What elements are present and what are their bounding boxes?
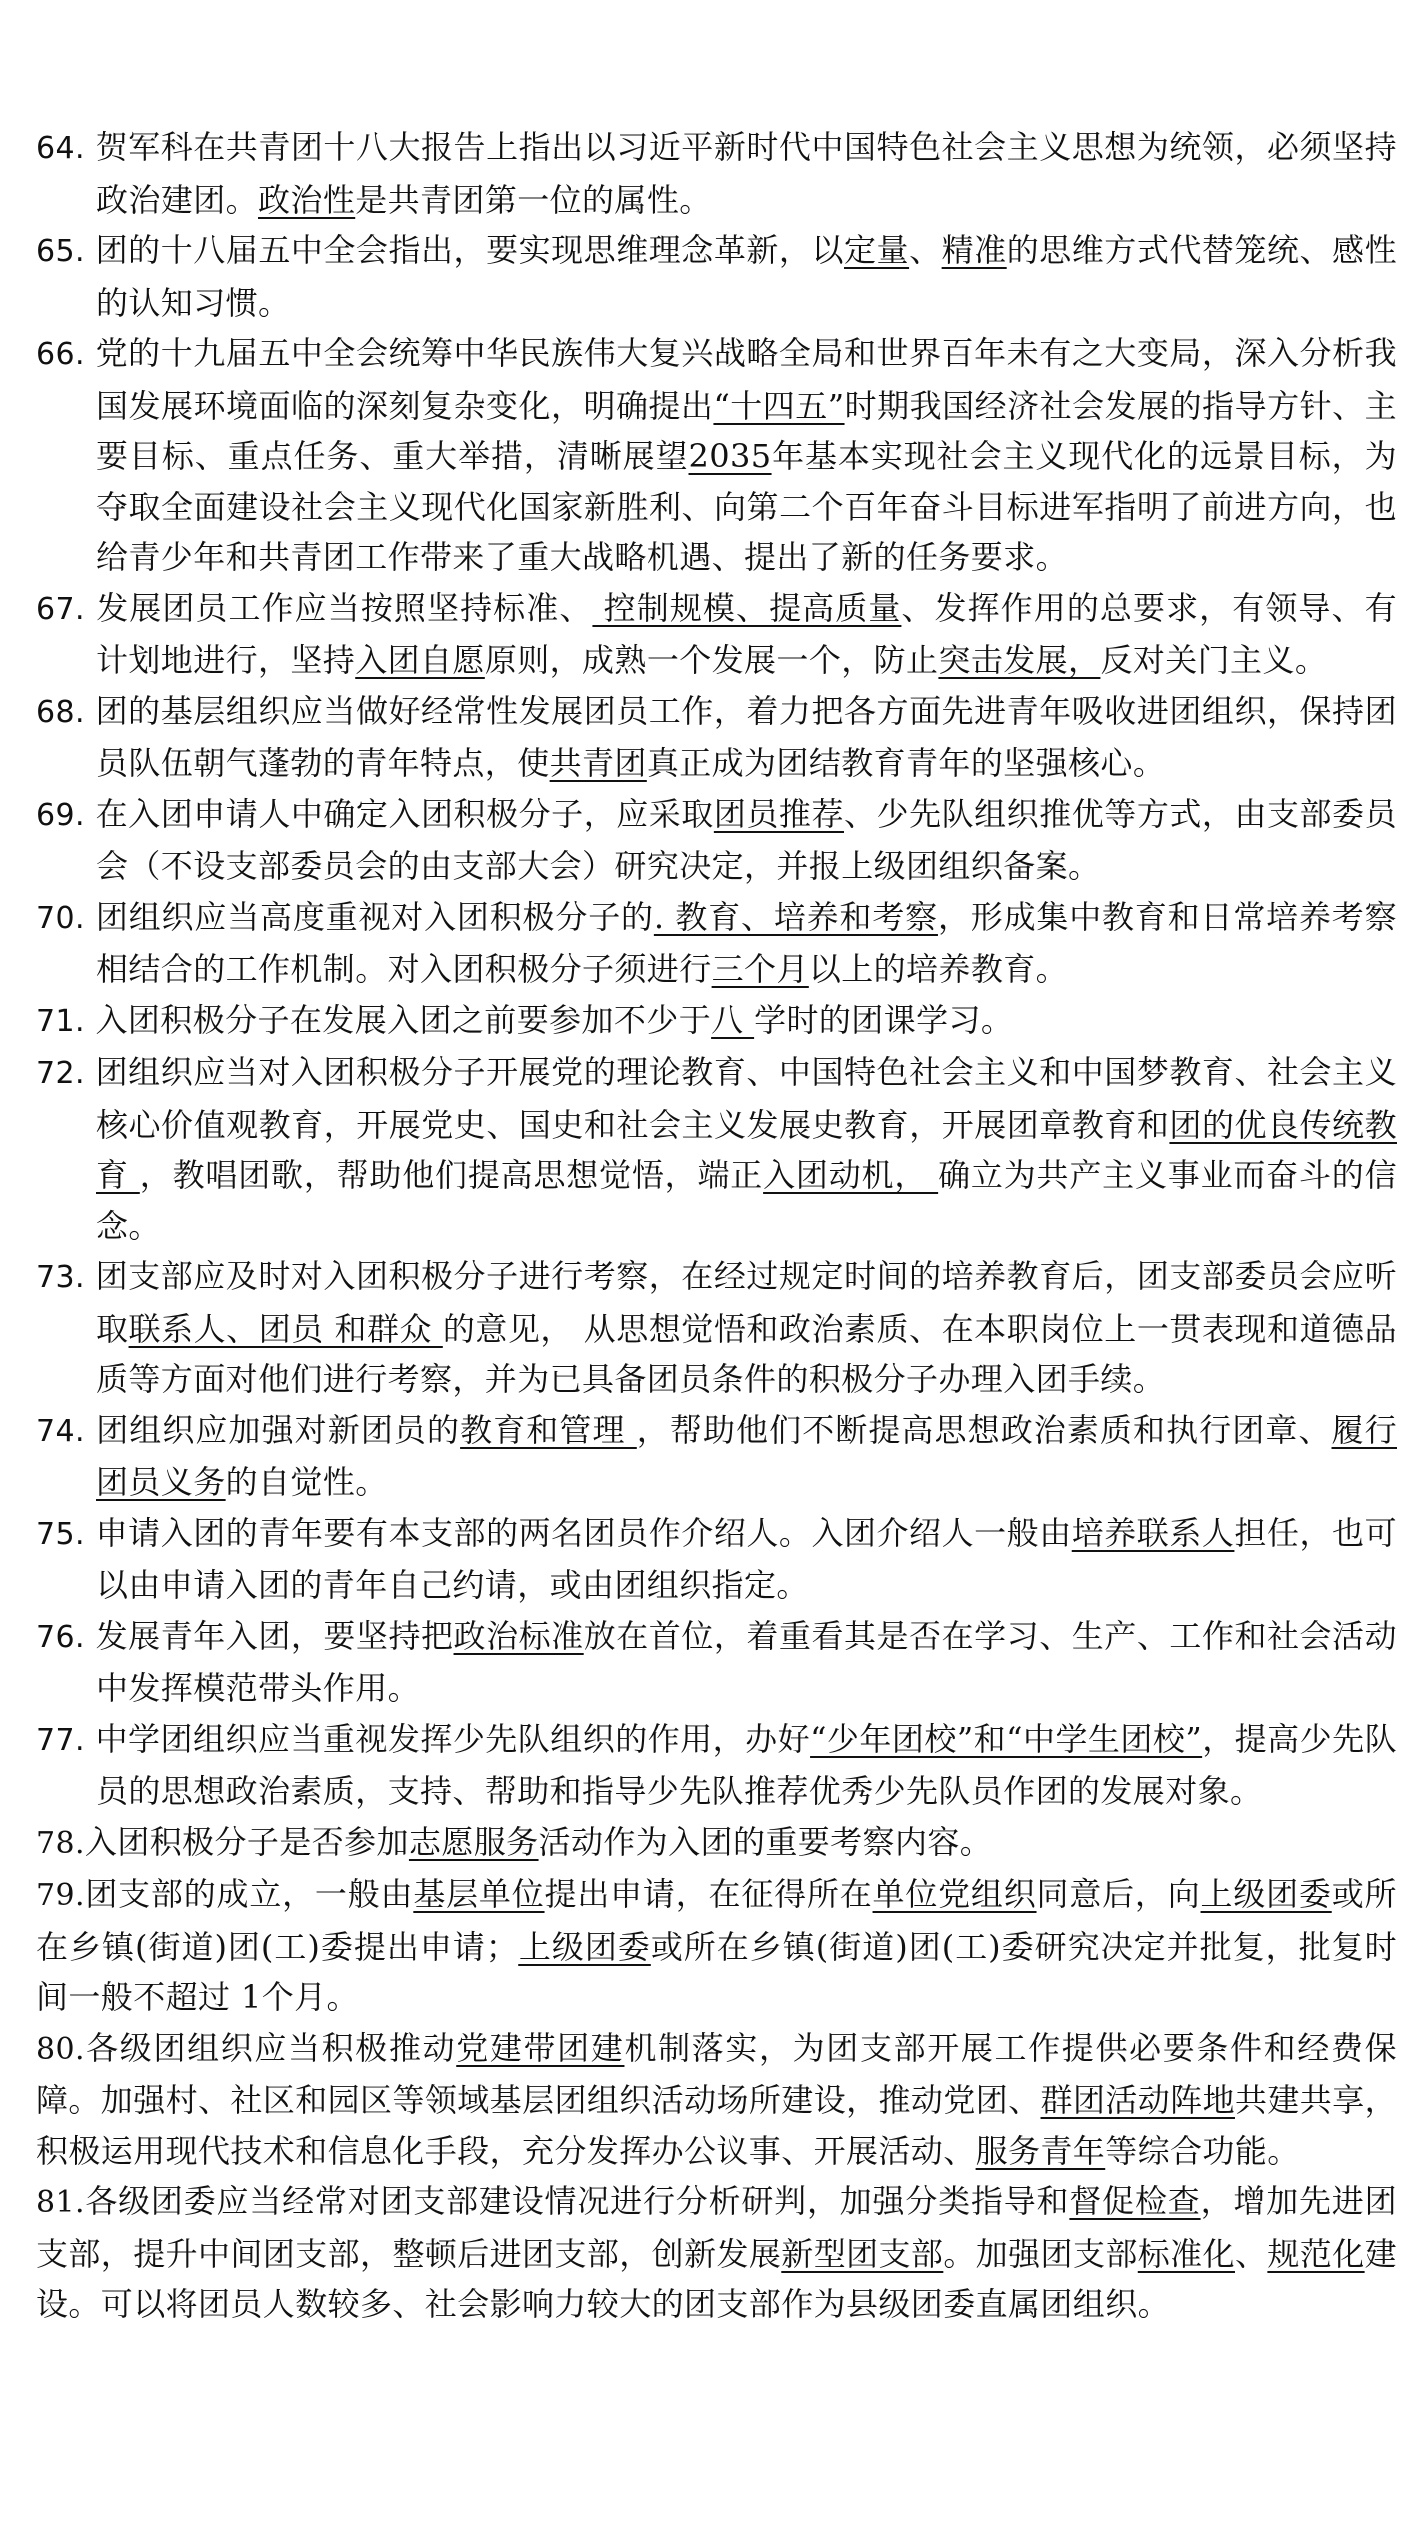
question-text: ，提高少先队员的思想政治素质，支持、帮助和指导少先队推荐优秀少先队员作团的发展对象。 [96, 1719, 1397, 1810]
question-text: 、 [1234, 2234, 1268, 2273]
answer-blank: “十四五” [713, 386, 845, 425]
question-text: 的意见， 从思想觉悟和政治素质、在本职岗位上一贯表现和道德品质等方面对他们进行考察，并为已具备团员条件的积极分子办理入团手续。 [96, 1309, 1397, 1398]
question-text: 团组织应加强对新团员的 [96, 1410, 461, 1449]
answer-blank: 志愿服务 [408, 1822, 539, 1861]
question-item [0, 1869, 1425, 2023]
question-text: 。加强团支部 [943, 2234, 1138, 2273]
answer-blank: 服务青年 [975, 2131, 1106, 2170]
question-text: 贺军科在共青团十八大报告上指出以习近平新时代中国特色社会主义思想为统领，必须坚持政治建团。 [95, 128, 1397, 219]
answer-blank: 2035 [688, 437, 772, 475]
question-text: 在入团申请人中确定入团积极分子，应采取 [95, 794, 714, 833]
question-number: 66. [36, 337, 85, 372]
answer-blank: 基层单位 [413, 1875, 545, 1913]
question-item [0, 2023, 1425, 2177]
question-number: 73. [36, 1260, 85, 1295]
question-item [0, 122, 1425, 225]
question-number: 71. [36, 1003, 85, 1039]
answer-blank: 政治标准 [453, 1616, 584, 1655]
question-text: 反对关门主义。 [1100, 641, 1328, 679]
question-text: 原则，成熟一个发展一个，防止 [484, 641, 939, 679]
question-text: 以上的培养教育。 [808, 950, 1069, 988]
question-number: 69. [36, 797, 85, 833]
question-text: 确立为共产主义事业而奋斗的信念。 [96, 1156, 1397, 1245]
question-item [0, 1047, 1425, 1251]
question-number: 67. [36, 591, 85, 627]
question-text: 年基本实现社会主义现代化的远景目标，为夺取全面建设社会主义现代化国家新胜利、向第二个百年奋斗目标进军指明了前进方向，也给青少年和共青团工作带来了重大战略机遇、提出了新的任务要求。 [96, 437, 1397, 576]
answer-blank: “少年团校”和“中学生团校” [810, 1719, 1203, 1758]
question-text: 同意后，向 [1036, 1875, 1201, 1913]
question-item [0, 1817, 1425, 1870]
question-text: 入团积极分子在发展入团之前要参加不少于 [95, 1000, 712, 1039]
question-number: 75. [36, 1516, 85, 1552]
question-text: ，增加先进团支部，提升中间团支部，整顿后进团支部，创新发展 [36, 2182, 1398, 2273]
answer-blank: 团员推荐 [713, 794, 844, 833]
question-item [0, 1611, 1425, 1714]
question-text: 各级团委应当经常对团支部建设情况进行分析研判，加强分类指导和 [84, 2182, 1070, 2220]
question-number: 76. [36, 1619, 85, 1655]
question-text: 团的十八届五中全会指出，要实现思维理念革新，以 [95, 231, 844, 269]
question-text: ，教唱团歌，帮助他们提高思想觉悟，端正 [139, 1156, 764, 1194]
answer-blank: 联系人、团员 和群众 [128, 1309, 443, 1348]
question-text: 发展青年入团，要坚持把 [95, 1616, 454, 1655]
question-text: 真正成为团结教育青年的坚强核心。 [646, 744, 1166, 782]
answer-blank: 党建带团建 [456, 2028, 625, 2067]
question-text: 、发挥作用的总要求，有领导、有计划地进行，坚持 [96, 588, 1397, 679]
question-text: 放在首位，着重看其是否在学习、生产、工作和社会活动中发挥模范带头作用。 [96, 1616, 1397, 1707]
question-number: 65. [36, 234, 85, 269]
question-number: 80. [36, 2031, 85, 2067]
question-item [0, 789, 1425, 892]
question-text: 建设。可以将团员人数较多、社会影响力较大的团支部作为县级团委直属团组织。 [36, 2234, 1398, 2323]
question-text: 机制落实，为团支部开展工作提供必要条件和经费保障。加强村、社区和园区等领域基层团组织活动场所建设，推动党团、 [36, 2028, 1397, 2119]
question-item [0, 2176, 1425, 2330]
question-item [0, 328, 1425, 583]
answer-blank: 规范化 [1267, 2234, 1365, 2273]
answer-blank: 群团活动阵地 [1040, 2081, 1235, 2119]
answer-blank: 培养联系人 [1071, 1513, 1235, 1552]
question-text: 发展团员工作应当按照坚持标准、 [96, 588, 593, 627]
question-text: ，形成集中教育和日常培养考察相结合的工作机制。对入团积极分子须进行 [96, 897, 1397, 988]
answer-blank: 履行团员义务 [96, 1410, 1397, 1501]
question-text: 、少先队组织推优等方式，由支部委员会（不设支部委员会的由支部大会）研究决定，并报上级团组织备案。 [96, 794, 1397, 885]
answer-blank: 八 [711, 1000, 755, 1039]
question-text: 的思维方式代替笼统、感性的认知习惯。 [96, 231, 1397, 322]
question-text: 团组织应当对入团积极分子开展党的理论教育、中国特色社会主义和中国梦教育、社会主义核心价值观教育，开展党史、国史和社会主义发展史教育，开展团章教育和 [95, 1053, 1397, 1144]
answer-blank: 精准 [941, 231, 1007, 269]
answer-blank: 上级团委 [1200, 1875, 1332, 1913]
question-text: 团支部的成立，一般由 [84, 1875, 414, 1913]
question-text: 担任，也可以由申请入团的青年自己约请，或由团组织指定。 [96, 1513, 1397, 1604]
question-text: 等综合功能。 [1105, 2131, 1300, 2170]
question-text: 团组织应当高度重视对入团积极分子的 [95, 897, 654, 936]
question-item [0, 686, 1425, 789]
answer-blank: 三个月 [711, 950, 809, 988]
question-number: 72. [36, 1056, 85, 1091]
question-text: 共建共享，积极运用现代技术和信息化手段，充分发挥办公议事、开展活动、 [36, 2081, 1398, 2170]
answer-blank: 单位党组织 [872, 1875, 1037, 1913]
question-item [0, 1405, 1425, 1508]
question-text: 团支部应及时对入团积极分子进行考察，在经过规定时间的培养教育后，团支部委员会应听取 [95, 1257, 1397, 1348]
answer-blank: 新型团支部 [781, 2234, 944, 2273]
answer-blank: 上级团委 [518, 1927, 651, 1966]
answer-blank: 政治性 [258, 180, 356, 219]
question-text: 或所在乡镇(街道)团(工)委提出申请； [36, 1875, 1397, 1966]
question-item [0, 1714, 1425, 1817]
answer-blank: 共青团 [549, 744, 647, 782]
question-text: 团的基层组织应当做好经常性发展团员工作，着力把各方面先进青年吸收进团组织，保持团员队伍朝气蓬勃的青年特点，使 [95, 691, 1397, 782]
answer-blank: 突击发展， [938, 641, 1101, 679]
answer-blank: 入团动机， [763, 1156, 939, 1194]
question-item [0, 583, 1425, 686]
question-number: 78. [36, 1825, 85, 1861]
question-text: 各级团组织应当积极推动 [84, 2028, 457, 2067]
question-item [0, 1508, 1425, 1611]
question-number: 74. [36, 1413, 85, 1449]
answer-blank: 定量 [843, 231, 910, 269]
answer-blank: 督促检查 [1069, 2182, 1201, 2220]
question-text: 入团积极分子是否参加 [84, 1822, 409, 1861]
question-number: 77. [36, 1722, 85, 1758]
question-number: 70. [36, 900, 85, 936]
answer-blank: . 教育、培养和考察 [653, 897, 938, 936]
question-item [0, 1251, 1425, 1405]
question-text: 申请入团的青年要有本支部的两名团员作介绍人。入团介绍人一般由 [95, 1513, 1072, 1552]
question-text: 的自觉性。 [225, 1463, 388, 1501]
question-item [0, 225, 1425, 328]
document-body [0, 122, 1425, 2330]
question-number: 81. [36, 2185, 85, 2220]
question-number: 68. [36, 694, 85, 730]
answer-blank: 教育和管理 [460, 1410, 637, 1449]
question-text: 中学团组织应当重视发挥少先队组织的作用，办好 [95, 1719, 811, 1758]
question-number: 79. [36, 1878, 85, 1913]
answer-blank: 团的优良传统教育 [96, 1105, 1397, 1194]
question-text: 学时的团课学习。 [754, 1000, 1014, 1039]
question-text: ，帮助他们不断提高思想政治素质和执行团章、 [636, 1410, 1332, 1449]
answer-blank: 入团自愿 [355, 641, 485, 679]
answer-blank: 控制规模、提高质量 [592, 588, 902, 627]
question-item [0, 892, 1425, 995]
question-item [0, 995, 1425, 1048]
question-number: 64. [36, 131, 85, 166]
question-text: 活动作为入团的重要考察内容。 [538, 1822, 993, 1861]
question-text: 时期我国经济社会发展的指导方针、主要目标、重点任务、重大举措，清晰展望 [96, 386, 1397, 475]
question-text: 或所在乡镇(街道)团(工)委研究决定并批复，批复时间一般不超过 1个月。 [36, 1927, 1397, 2016]
question-text: 是共青团第一位的属性。 [355, 180, 712, 219]
question-text: 党的十九届五中全会统筹中华民族伟大复兴战略全局和世界百年未有之大变局，深入分析我国发展环境面临的深刻复杂变化，明确提出 [95, 334, 1397, 425]
question-text: 、 [909, 231, 942, 269]
answer-blank: 标准化 [1137, 2234, 1235, 2273]
question-text: 提出申请，在征得所在 [544, 1875, 873, 1913]
